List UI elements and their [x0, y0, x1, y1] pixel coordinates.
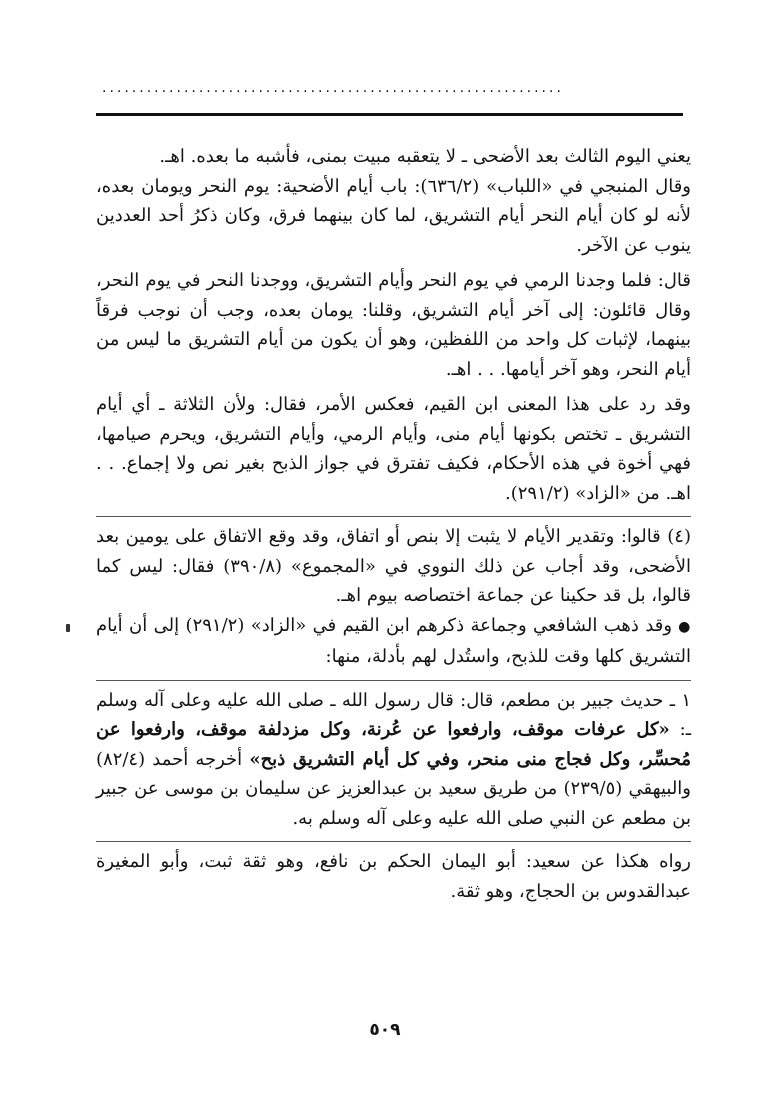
paragraph-text: أخرجه أحمد (٨٢/٤) والبيهقي (٢٣٩/٥) من طريق سعيد بن عبدالعزيز عن سليمان بن موسى عن جبير بن مطعم عن النبي صلى الله عليه وعلى آله وسلم به. — [96, 748, 691, 829]
paragraph: وقال المنبجي في «اللباب» (٦٣٦/٢): باب أيام الأضحية: يوم النحر ويومان بعده، لأنه لو كان أيام النحر أيام التشريق، لما كان بينهما فرق، وكان ذكرُ أحد العددين ينوب عن الآخر. — [96, 175, 691, 256]
paragraph: يعني اليوم الثالث بعد الأضحى ـ لا يتعقبه مبيت بمنى، فأشبه ما بعده. اهـ. — [159, 146, 691, 167]
paragraph-divider — [96, 841, 691, 842]
paragraph: قال: فلما وجدنا الرمي في يوم النحر وأيام التشريق، ووجدنا النحر في يوم النحر، وقال قائلون: إلى آخر أيام التشريق، وقلنا: يومان بعده، وجب أن نوجب فرقاً بينهما، لإثبات كل واحد من اللفظين، وهو أن يكون من أيام التشريق ما ليس من أيام النحر، وهو آخر أيامها. . . اهـ. — [96, 270, 691, 380]
bullet-paragraph — [96, 611, 691, 672]
paragraph-divider — [96, 516, 691, 517]
paragraph: (٤) قالوا: وتقدير الأيام لا يثبت إلا بنص أو اتفاق، وقد وقع الاتفاق على يومين بعد الأضحى، وقد أجاب عن ذلك النووي في «المجموع» (٣٩٠/٨) فقال: ليس كما قالوا، بل قد حكينا عن جماعة اختصاصه بيوم اهـ. — [96, 526, 691, 606]
hadith-text: «كل عرفات موقف، وارفعوا عن عُرنة، وكل مزدلفة موقف، وارفعوا عن مُحسِّر، وكل فجاج منى منحر، وفي كل أيام التشريق ذبح» — [96, 719, 691, 770]
header-dotted-line: .............................................................. — [102, 80, 564, 96]
paragraph-text: وقد ذهب الشافعي وجماعة ذكرهم ابن القيم في «الزاد» (٢٩١/٢) إلى أن أيام التشريق كلها وقت للذبح، واستُدل لهم بأدلة، منها: — [96, 614, 691, 667]
margin-mark — [66, 624, 70, 632]
paragraph: رواه هكذا عن سعيد: أبو اليمان الحكم بن نافع، وهو ثقة ثبت، وأبو المغيرة عبدالقدوس بن الحجاج، وهو ثقة. — [96, 851, 691, 902]
paragraph-text: ١ ـ حديث جبير بن مطعم، قال: قال رسول الله ـ صلى الله عليه وعلى آله وسلم ـ: — [96, 689, 691, 740]
page-number: ٥٠٩ — [369, 1020, 401, 1040]
page-body — [96, 142, 691, 906]
hadith-paragraph — [96, 686, 691, 834]
bullet-icon: ● — [678, 618, 691, 635]
paragraph: وقد رد على هذا المعنى ابن القيم، فعكس الأمر، فقال: ولأن الثلاثة ـ أي أيام التشريق ـ تختص بكونها أيام منى، وأيام الرمي، وأيام التشريق، ويحرم صيامها، فهي أخوة في هذه الأحكام، فكيف تفترق في جواز الذبح بغير نص ولا إجماع. . . اهـ. من «الزاد» (٢٩١/٢). — [96, 394, 691, 504]
paragraph-divider — [96, 680, 691, 681]
header-rule — [96, 113, 683, 116]
